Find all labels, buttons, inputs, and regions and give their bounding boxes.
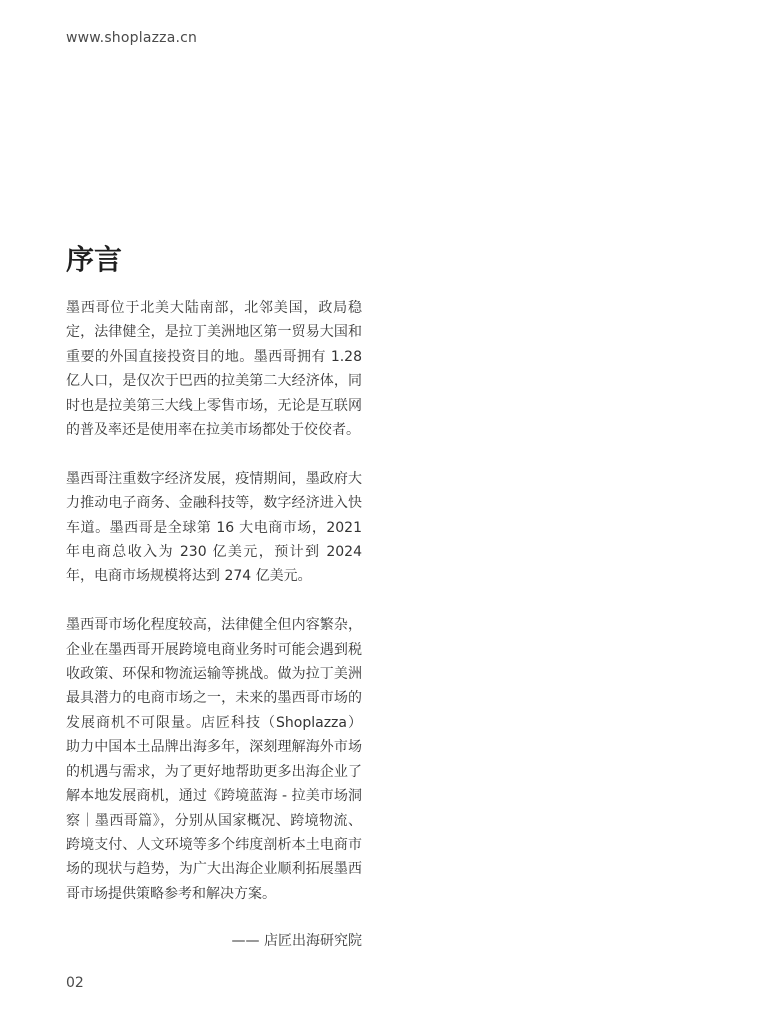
page-number: 02: [66, 975, 84, 991]
page-title: 序言: [66, 243, 123, 276]
paragraph-2: 墨西哥注重数字经济发展，疫情期间，墨政府大力推动电子商务、金融科技等，数字经济进入快车道。墨西哥是全球第 16 大电商市场，2021 年电商总收入为 230 亿美元，预计到 2024 年，电商市场规模将达到 274 亿美元。: [66, 470, 362, 585]
preface-body: [66, 296, 362, 931]
paragraph-3: 墨西哥市场化程度较高，法律健全但内容繁杂，企业在墨西哥开展跨境电商业务时可能会遇到税收政策、环保和物流运输等挑战。做为拉丁美洲最具潜力的电商市场之一，未来的墨西哥市场的发展商机不可限量。店匠科技（Shoplazza） 助力中国本土品牌出海多年，深刻理解海外市场的机遇与需求，为了更好地帮助更多出海企业了解本地发展商机，通过《跨境蓝海 - 拉美市场洞察｜墨西哥篇》，分别从国家概况、跨境物流、跨境支付、人文环境等多个纬度剖析本土电商市场的现状与趋势，为广大出海企业顺利拓展墨西哥市场提供策略参考和解决方案。: [66, 617, 362, 902]
signature: —— 店匠出海研究院: [231, 933, 362, 949]
paragraph-1: 墨西哥位于北美大陆南部，北邻美国，政局稳定，法律健全，是拉丁美洲地区第一贸易大国和重要的外国直接投资目的地。墨西哥拥有 1.28 亿人口，是仅次于巴西的拉美第二大经济体，同时也是拉美第三大线上零售市场，无论是互联网的普及率还是使用率在拉美市场都处于佼佼者。: [66, 300, 362, 439]
site-url: www.shoplazza.cn: [66, 30, 198, 46]
